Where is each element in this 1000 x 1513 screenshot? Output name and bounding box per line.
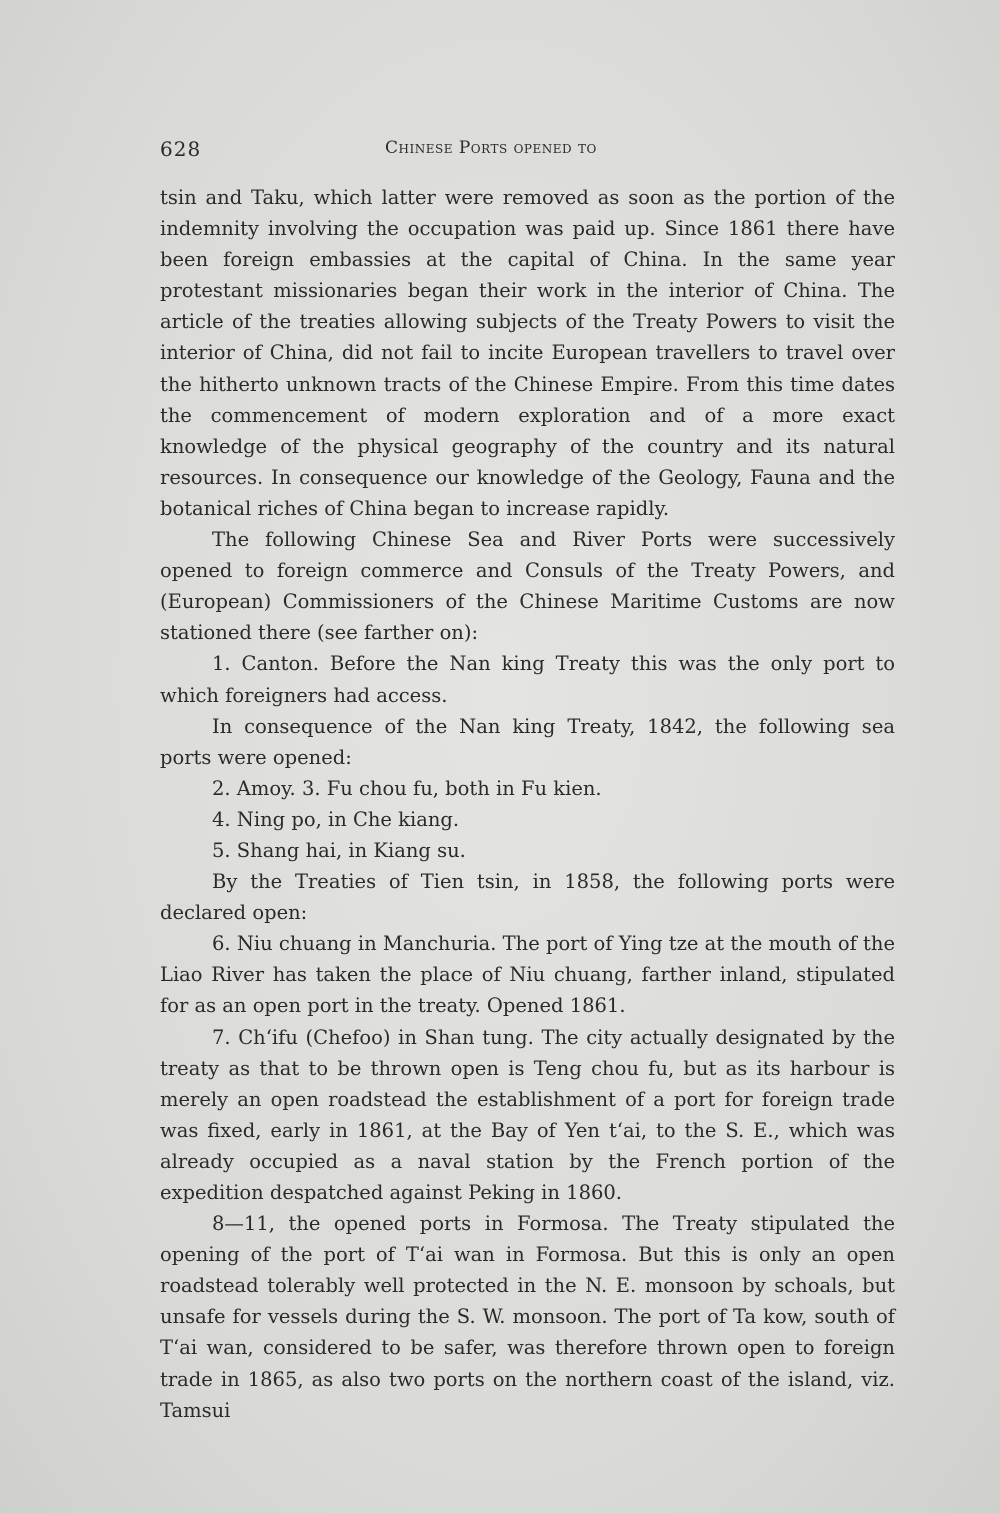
body-text [160,182,895,1426]
page-header [160,137,895,163]
paragraph-formosa: 8—11, the opened ports in Formosa. The Treaty stipulated the opening of the port of Tʻai wan in Formosa. But this is only an open roadstead tolerably well protected in the N. E. monsoon by schoals, but unsafe for vessels during the S. W. monsoon. The port of Ta kow, south of Tʻai wan, considered to be safer, was therefore thrown open to foreign trade in 1865, as also two ports on the northern coast of the island, viz. Tamsui [160,1212,895,1422]
page-number: 628 [160,137,202,161]
running-head: Chinese Ports opened to [385,138,597,158]
list-item-amoy-fuchou: 2. Amoy. 3. Fu chou fu, both in Fu kien. [212,776,602,800]
list-item-ningpo: 4. Ning po, in Che kiang. [212,807,460,831]
paragraph-niuchuang: 6. Niu chuang in Manchuria. The port of Ying tze at the mouth of the Liao River has taken the place of Niu chuang, farther inland, stipulated for as an open port in the treaty. Opened 1861. [160,932,895,1018]
paragraph-tientsin-treaty: By the Treaties of Tien tsin, in 1858, the following ports were declared open: [160,870,895,925]
list-item-shanghai: 5. Shang hai, in Kiang su. [212,838,466,862]
paragraph-nanking-treaty: In consequence of the Nan king Treaty, 1842, the following sea ports were opened: [160,714,895,769]
paragraph-chifu: 7. Chʻifu (Chefoo) in Shan tung. The city actually designated by the treaty as that to be thrown open is Teng chou fu, but as its harbour is merely an open roadstead the establishment of a port for foreign trade was fixed, early in 1861, at the Bay of Yen tʻai, to the S. E., which was already occupied as a naval station by the French portion of the expedition despatched against Peking in 1860. [160,1025,895,1204]
paragraph-continuation: tsin and Taku, which latter were removed as soon as the portion of the indemnity involving the occupation was paid up. Since 1861 there have been foreign embassies at the capital of China. In the same year protestant missionaries began their work in the interior of China. The article of the treaties allowing subjects of the Treaty Powers to visit the interior of China, did not fail to incite European travellers to travel over the hitherto unknown tracts of the Chinese Empire. From this time dates the commencement of modern exploration and of a more exact knowledge of the physical geography of the country and its natural resources. In consequence our knowledge of the Geology, Fauna and the botanical riches of China began to increase rapidly. [160,186,895,520]
paragraph-canton: 1. Canton. Before the Nan king Treaty this was the only port to which foreigners had access. [160,652,895,707]
paragraph-ports-intro: The following Chinese Sea and River Ports were successively opened to foreign commerce and Consuls of the Treaty Powers, and (European) Commissioners of the Chinese Maritime Customs are now stationed there (see farther on): [160,528,895,645]
